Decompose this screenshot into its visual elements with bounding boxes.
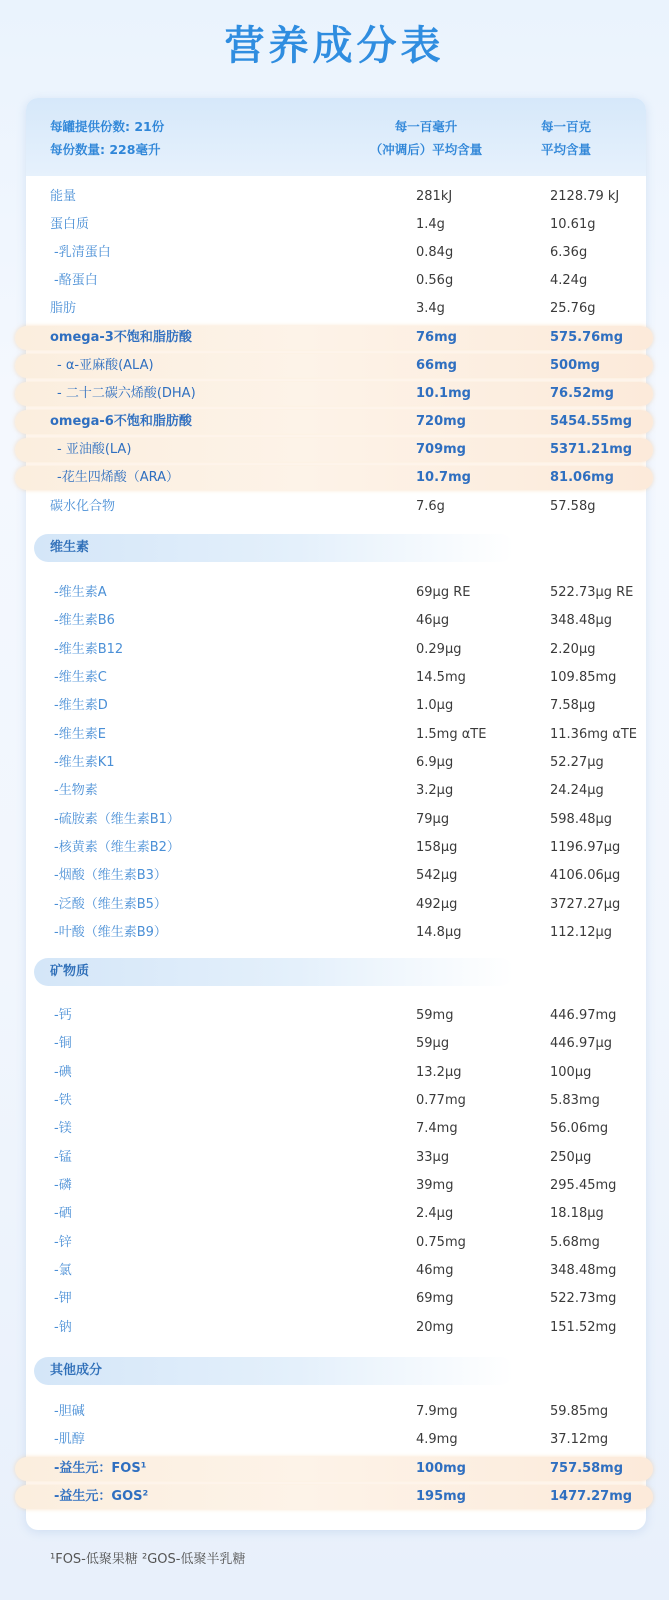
nutrient-name: -钾 xyxy=(54,1291,72,1307)
table-row xyxy=(26,1257,646,1285)
value-per-100ml: 492µg xyxy=(416,896,458,912)
nutrient-name: -钠 xyxy=(54,1319,72,1335)
nutrient-name: -硫胺素（维生素B1） xyxy=(54,811,180,827)
section-title: 其他成分 xyxy=(50,1363,103,1378)
table-row xyxy=(26,1200,646,1228)
value-per-100ml: 3.2µg xyxy=(416,783,454,799)
value-per-100ml: 66mg xyxy=(416,358,457,373)
value-per-100ml: 1.0µg xyxy=(416,698,454,714)
column-header-per-100g-sub: 平均含量 xyxy=(540,142,591,157)
nutrient-name: 能量 xyxy=(50,189,77,204)
section-title: 维生素 xyxy=(50,540,90,555)
nutrient-name: -磷 xyxy=(54,1177,72,1193)
table-row xyxy=(26,777,646,805)
value-per-100ml: 720mg xyxy=(416,414,466,429)
value-per-100g: 5.68mg xyxy=(550,1234,600,1250)
table-row xyxy=(26,1172,646,1200)
value-per-100ml: 542µg xyxy=(416,868,458,884)
value-per-100ml: 59µg xyxy=(416,1036,450,1052)
value-per-100g: 4.24g xyxy=(550,273,588,288)
value-per-100ml: 10.1mg xyxy=(416,386,471,401)
value-per-100ml: 69µg RE xyxy=(416,585,471,600)
table-header xyxy=(26,98,646,176)
value-per-100ml: 4.9mg xyxy=(416,1432,458,1447)
value-per-100ml: 13.2µg xyxy=(416,1064,462,1080)
table-row xyxy=(26,749,646,777)
nutrient-name: -维生素E xyxy=(54,726,106,742)
value-per-100ml: 100mg xyxy=(416,1461,466,1476)
nutrient-name: 碳水化合物 xyxy=(50,499,116,514)
value-per-100g: 151.52mg xyxy=(550,1319,617,1335)
section-vitamins xyxy=(34,534,514,562)
table-row xyxy=(26,607,646,635)
section-others xyxy=(34,1357,514,1385)
column-header-per-100ml: 每一百毫升 xyxy=(394,119,458,134)
value-per-100g: 598.48µg xyxy=(550,811,613,827)
value-per-100ml: 158µg xyxy=(416,839,458,855)
value-per-100g: 348.48µg xyxy=(550,613,613,629)
value-per-100g: 757.58mg xyxy=(550,1461,624,1476)
value-per-100g: 56.06mg xyxy=(550,1121,609,1137)
value-per-100g: 59.85mg xyxy=(550,1404,609,1419)
value-per-100ml: 46µg xyxy=(416,613,450,629)
value-per-100ml: 0.77mg xyxy=(416,1092,466,1108)
table-row xyxy=(26,862,646,890)
nutrient-name: -泛酸（维生素B5） xyxy=(54,896,167,912)
value-per-100ml: 195mg xyxy=(416,1489,466,1504)
value-per-100g: 37.12mg xyxy=(550,1432,609,1447)
table-row xyxy=(26,267,646,295)
nutrient-name: -硒 xyxy=(54,1206,72,1222)
value-per-100ml: 14.8µg xyxy=(416,924,462,940)
value-per-100g: 1196.97µg xyxy=(550,839,621,855)
value-per-100ml: 0.84g xyxy=(416,245,454,260)
value-per-100g: 3727.27µg xyxy=(550,896,621,912)
highlighted-row xyxy=(15,382,653,406)
table-row xyxy=(26,834,646,862)
value-per-100g: 24.24µg xyxy=(550,783,604,799)
value-per-100g: 5.83mg xyxy=(550,1092,600,1108)
nutrient-name: -铜 xyxy=(54,1036,72,1052)
nutrient-name: - α-亚麻酸(ALA) xyxy=(57,358,154,373)
value-per-100g: 2128.79 kJ xyxy=(550,189,620,204)
value-per-100g: 4106.06µg xyxy=(550,868,621,884)
nutrient-name: -维生素B6 xyxy=(54,613,115,629)
value-per-100g: 522.73mg xyxy=(550,1291,617,1307)
value-per-100g: 10.61g xyxy=(550,217,596,232)
nutrient-name: 脂肪 xyxy=(50,301,77,316)
nutrient-name: -碘 xyxy=(54,1064,72,1080)
value-per-100ml: 281kJ xyxy=(416,189,453,204)
value-per-100ml: 3.4g xyxy=(416,301,445,316)
value-per-100g: 250µg xyxy=(550,1149,592,1165)
table-row xyxy=(26,1144,646,1172)
value-per-100ml: 7.6g xyxy=(416,499,445,514)
value-per-100ml: 79µg xyxy=(416,811,450,827)
table-row xyxy=(26,239,646,267)
value-per-100g: 57.58g xyxy=(550,499,596,514)
highlighted-row xyxy=(15,354,653,378)
table-row xyxy=(26,692,646,720)
nutrient-name: -锌 xyxy=(54,1234,72,1250)
table-row xyxy=(26,1398,646,1426)
nutrient-name: - 亚油酸(LA) xyxy=(57,442,132,457)
column-header-per-100g: 每一百克 xyxy=(540,119,591,134)
table-row xyxy=(26,1059,646,1087)
value-per-100g: 500mg xyxy=(550,358,600,373)
nutrient-name: -钙 xyxy=(54,1008,72,1023)
value-per-100g: 446.97µg xyxy=(550,1036,613,1052)
nutrient-name: -维生素B12 xyxy=(54,641,124,657)
value-per-100g: 5454.55mg xyxy=(550,414,633,429)
value-per-100ml: 2.4µg xyxy=(416,1206,454,1222)
value-per-100ml: 69mg xyxy=(416,1291,454,1307)
value-per-100g: 109.85mg xyxy=(550,669,617,685)
highlighted-row xyxy=(15,466,653,490)
serving-size: 每份数量: 228毫升 xyxy=(50,142,161,157)
value-per-100g: 575.76mg xyxy=(550,330,624,345)
value-per-100ml: 0.75mg xyxy=(416,1234,466,1250)
value-per-100g: 112.12µg xyxy=(550,924,613,940)
value-per-100ml: 20mg xyxy=(416,1319,454,1335)
value-per-100g: 6.36g xyxy=(550,245,588,260)
value-per-100g: 52.27µg xyxy=(550,754,604,770)
table-row xyxy=(26,721,646,749)
value-per-100g: 81.06mg xyxy=(550,470,614,485)
table-row xyxy=(26,295,646,323)
column-header-per-100ml-sub: （冲调后）平均含量 xyxy=(369,142,483,157)
nutrient-name: -烟酸（维生素B3） xyxy=(54,868,167,884)
nutrient-name: -核黄素（维生素B2） xyxy=(54,839,180,855)
table-row xyxy=(26,493,646,521)
nutrient-name: -胆碱 xyxy=(54,1404,85,1419)
value-per-100ml: 709mg xyxy=(416,442,466,457)
table-row xyxy=(26,806,646,834)
value-per-100ml: 39mg xyxy=(416,1177,454,1193)
table-row xyxy=(26,919,646,947)
table-row xyxy=(26,1229,646,1257)
value-per-100ml: 33µg xyxy=(416,1149,450,1165)
nutrient-name: omega-3不饱和脂肪酸 xyxy=(50,330,192,345)
nutrient-name: -乳清蛋白 xyxy=(54,245,111,260)
nutrient-name: omega-6不饱和脂肪酸 xyxy=(50,414,192,429)
value-per-100g: 18.18µg xyxy=(550,1206,604,1222)
table-row xyxy=(26,579,646,607)
value-per-100ml: 7.4mg xyxy=(416,1121,458,1137)
value-per-100g: 348.48mg xyxy=(550,1262,617,1278)
table-row xyxy=(26,211,646,239)
table-row xyxy=(26,1314,646,1342)
value-per-100g: 7.58µg xyxy=(550,698,596,714)
servings-per-can: 每罐提供份数: 21份 xyxy=(50,119,165,134)
table-row xyxy=(26,1426,646,1454)
value-per-100g: 1477.27mg xyxy=(550,1489,633,1504)
table-row xyxy=(26,664,646,692)
table-row xyxy=(26,891,646,919)
value-per-100ml: 10.7mg xyxy=(416,470,471,485)
value-per-100ml: 1.5mg αTE xyxy=(416,726,487,742)
value-per-100ml: 76mg xyxy=(416,330,457,345)
highlighted-row xyxy=(15,1457,653,1481)
nutrient-name: 蛋白质 xyxy=(50,217,90,232)
nutrient-name: -生物素 xyxy=(54,783,98,799)
nutrient-name: -氯 xyxy=(54,1262,72,1278)
nutrient-name: -铁 xyxy=(54,1092,72,1108)
value-per-100g: 295.45mg xyxy=(550,1177,617,1193)
nutrient-name: -肌醇 xyxy=(54,1432,85,1447)
nutrient-name: -维生素C xyxy=(54,669,107,685)
highlighted-row xyxy=(15,438,653,462)
nutrient-name: -花生四烯酸（ARA） xyxy=(57,470,179,485)
highlighted-row xyxy=(15,326,653,350)
page-title: 营养成分表 xyxy=(224,23,445,69)
value-per-100ml: 0.56g xyxy=(416,273,454,288)
nutrient-name: -叶酸（维生素B9） xyxy=(54,924,167,940)
value-per-100ml: 7.9mg xyxy=(416,1404,458,1419)
section-title: 矿物质 xyxy=(50,964,90,979)
nutrient-name: -酪蛋白 xyxy=(54,273,98,288)
nutrient-name: -维生素D xyxy=(54,698,108,714)
value-per-100g: 446.97mg xyxy=(550,1008,617,1023)
nutrient-name: - 二十二碳六烯酸(DHA) xyxy=(57,386,196,401)
table-row xyxy=(26,183,646,211)
table-row xyxy=(26,1002,646,1030)
value-per-100g: 100µg xyxy=(550,1064,592,1080)
value-per-100g: 11.36mg αTE xyxy=(550,726,637,742)
table-row xyxy=(26,1030,646,1058)
nutrient-name: -锰 xyxy=(54,1149,72,1165)
value-per-100g: 76.52mg xyxy=(550,386,614,401)
nutrient-name: -益生元：GOS² xyxy=(54,1489,149,1504)
value-per-100g: 25.76g xyxy=(550,301,596,316)
table-row xyxy=(26,1285,646,1313)
nutrient-name: -镁 xyxy=(54,1121,72,1137)
highlighted-row xyxy=(15,410,653,434)
nutrient-name: -益生元：FOS¹ xyxy=(54,1461,147,1476)
value-per-100ml: 6.9µg xyxy=(416,754,454,770)
nutrient-name: -维生素K1 xyxy=(54,754,115,770)
table-row xyxy=(26,1087,646,1115)
value-per-100ml: 0.29µg xyxy=(416,641,462,657)
table-row xyxy=(26,1115,646,1143)
nutrient-name: -维生素A xyxy=(54,585,107,600)
table-row xyxy=(26,636,646,664)
value-per-100ml: 46mg xyxy=(416,1262,454,1278)
value-per-100ml: 14.5mg xyxy=(416,669,466,685)
footnote: ¹FOS-低聚果糖 ²GOS-低聚半乳糖 xyxy=(50,1552,246,1567)
value-per-100g: 522.73µg RE xyxy=(550,585,634,600)
highlighted-row xyxy=(15,1485,653,1509)
value-per-100ml: 1.4g xyxy=(416,217,445,232)
value-per-100ml: 59mg xyxy=(416,1008,454,1023)
section-minerals xyxy=(34,958,514,986)
value-per-100g: 5371.21mg xyxy=(550,442,633,457)
value-per-100g: 2.20µg xyxy=(550,641,596,657)
